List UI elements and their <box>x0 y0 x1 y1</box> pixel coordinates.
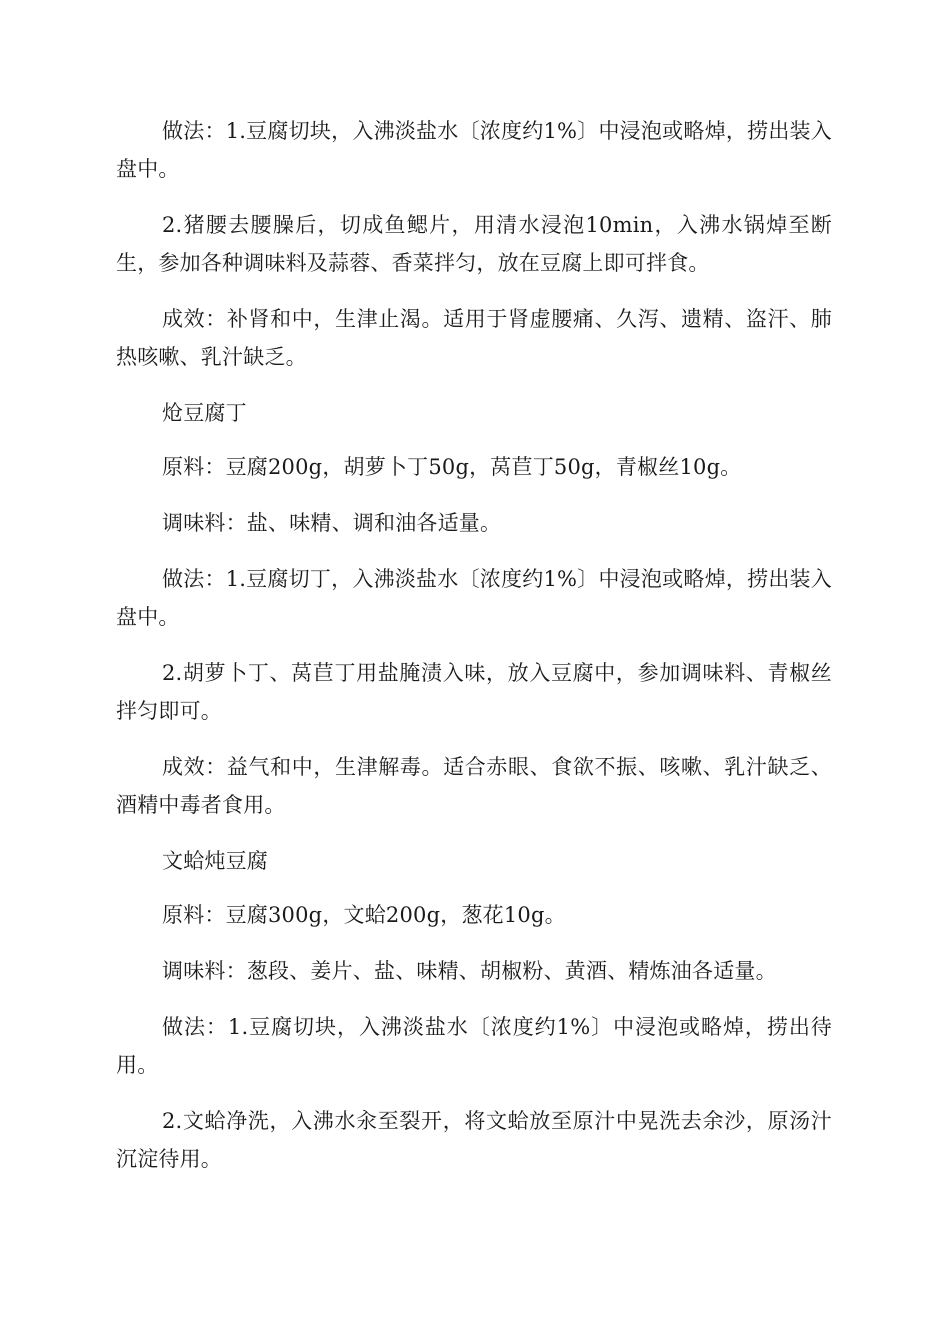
method-step-2: 2.猪腰去腰臊后，切成鱼鳃片，用清水浸泡10min，入沸水锅焯至断生，参加各种调味料及蒜蓉、香菜拌匀，放在豆腐上即可拌食。 <box>116 213 832 275</box>
ingredients-text: 原料：豆腐200g，胡萝卜丁50g，莴苣丁50g，青椒丝10g。 <box>162 455 742 479</box>
seasoning-text: 调味料：葱段、姜片、盐、味精、胡椒粉、黄酒、精炼油各适量。 <box>162 959 777 983</box>
ingredients-text: 原料：豆腐300g，文蛤200g，葱花10g。 <box>162 903 566 927</box>
seasoning-text: 调味料：盐、味精、调和油各适量。 <box>162 511 502 535</box>
method-step-2: 2.文蛤净洗，入沸水汆至裂开，将文蛤放至原汁中晃洗去余沙，原汤汁沉淀待用。 <box>116 1109 832 1171</box>
method-step-1: 做法：1.豆腐切块，入沸淡盐水〔浓度约1%〕中浸泡或略焯，捞出装入盘中。 <box>116 119 832 181</box>
effect-text: 成效：补肾和中，生津止渴。适用于肾虚腰痛、久泻、遗精、盗汗、肺热咳嗽、乳汁缺乏。 <box>116 307 832 369</box>
document-page <box>116 112 832 1196</box>
effect-text: 成效：益气和中，生津解毒。适合赤眼、食欲不振、咳嗽、乳汁缺乏、酒精中毒者食用。 <box>116 755 832 817</box>
method-step-1: 做法：1.豆腐切丁，入沸淡盐水〔浓度约1%〕中浸泡或略焯，捞出装入盘中。 <box>116 567 832 629</box>
recipe-title: 炝豆腐丁 <box>162 401 247 425</box>
method-step-2: 2.胡萝卜丁、莴苣丁用盐腌渍入味，放入豆腐中，参加调味料、青椒丝拌匀即可。 <box>116 661 832 723</box>
recipe-title: 文蛤炖豆腐 <box>162 849 268 873</box>
method-step-1: 做法：1.豆腐切块，入沸淡盐水〔浓度约1%〕中浸泡或略焯，捞出待用。 <box>116 1015 832 1077</box>
